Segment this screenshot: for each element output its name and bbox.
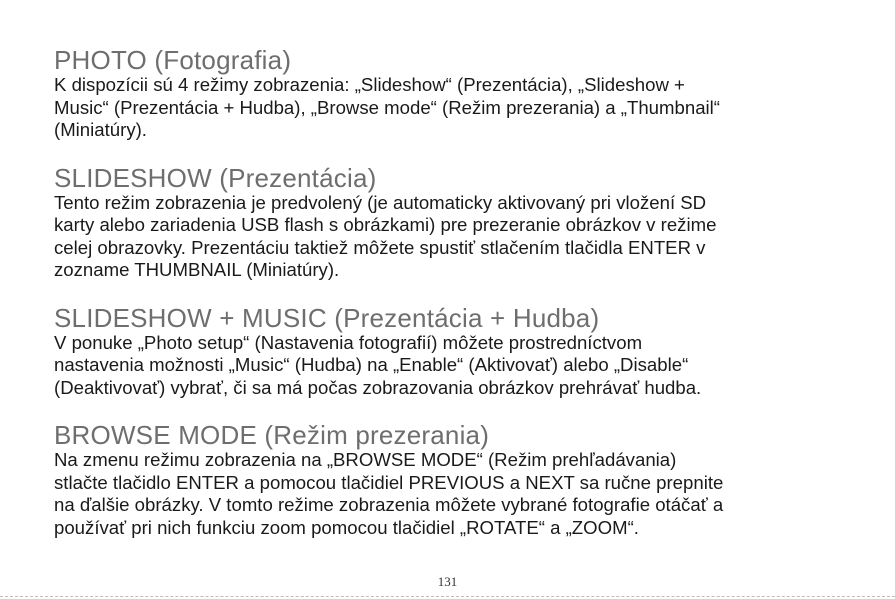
body-line: Music“ (Prezentácia + Hudba), „Browse mode“ (Režim prezerania) a „Thumbnail“ [54, 96, 720, 118]
section-browse-mode [54, 421, 854, 539]
section-heading-slideshow-music: SLIDESHOW + MUSIC (Prezentácia + Hudba) [54, 302, 600, 333]
section-heading-browse-mode: BROWSE MODE (Režim prezerania) [54, 420, 490, 450]
section-body-slideshow-music [54, 332, 854, 400]
body-line: K dispozícii sú 4 režimy zobrazenia: „Slideshow“ (Prezentácia), „Slideshow + [54, 74, 685, 95]
section-heading-photo: PHOTO (Fotografia) [54, 45, 292, 75]
body-line: karty alebo zariadenia USB flash s obrázkami) pre prezeranie obrázkov v režime [54, 214, 717, 235]
body-line: zozname THUMBNAIL (Miniatúry). [54, 259, 340, 280]
page-number: 131 [437, 574, 458, 589]
body-line: (Deaktivovať) vybrať, či sa má počas zobrazovania obrázkov prehrávať hudba. [54, 376, 702, 398]
body-line: Na zmenu režimu zobrazenia na „BROWSE MODE“ (Režim prehľadávania) [54, 449, 677, 470]
section-slideshow [54, 164, 854, 282]
section-body-browse-mode [54, 449, 854, 539]
section-photo [54, 46, 854, 142]
section-heading-slideshow: SLIDESHOW (Prezentácia) [54, 162, 377, 193]
body-line: (Miniatúry). [54, 119, 147, 140]
body-line: nastavenia možnosti „Music“ (Hudba) na „Enable“ (Aktivovať) alebo „Disable“ [54, 354, 689, 375]
section-body-slideshow [54, 192, 854, 282]
body-line: celej obrazovky. Prezentáciu taktiež môžete spustiť stlačením tlačidla ENTER v [54, 236, 706, 258]
bottom-divider [0, 596, 895, 597]
body-line: stlačte tlačidlo ENTER a pomocou tlačidiel PREVIOUS a NEXT sa ručne prepnite [54, 471, 724, 493]
body-line: na ďalšie obrázky. V tomto režime zobrazenia môžete vybrané fotografie otáčať a [54, 494, 724, 515]
body-line: V ponuke „Photo setup“ (Nastavenia fotografií) môžete prostredníctvom [54, 331, 643, 353]
body-line: používať pri nich funkciu zoom pomocou tlačidiel „ROTATE“ a „ZOOM“. [54, 516, 639, 538]
body-line: Tento režim zobrazenia je predvolený (je automaticky aktivovaný pri vložení SD [54, 191, 707, 213]
page-content [54, 46, 854, 561]
section-body-photo [54, 74, 854, 142]
section-slideshow-music [54, 304, 854, 400]
